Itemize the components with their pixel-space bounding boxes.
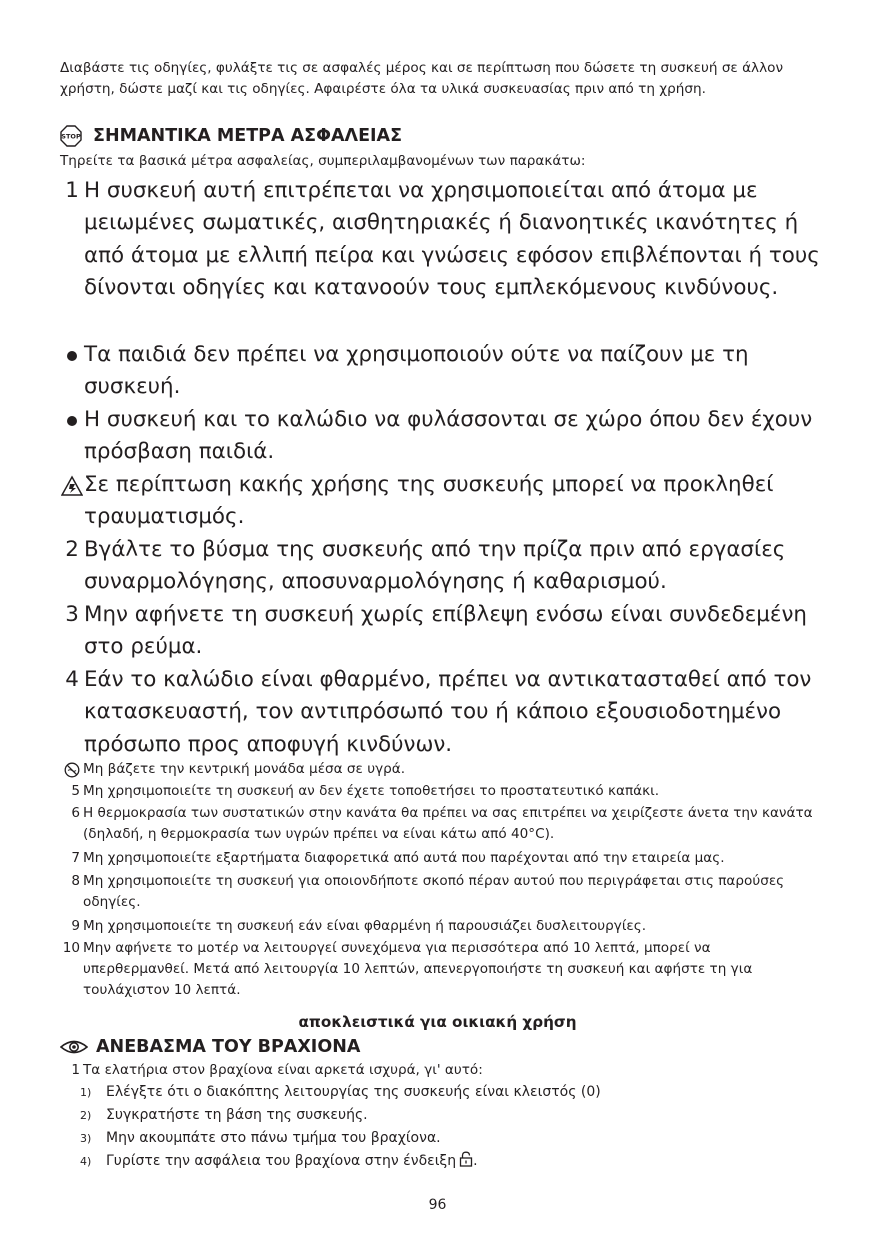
raise-arm-step bbox=[80, 1128, 820, 1150]
safety-item-9 bbox=[60, 916, 820, 937]
raise-arm-item-1 bbox=[60, 1060, 820, 1081]
safety-subtitle: Τηρείτε τα βασικά μέτρα ασφαλείας, συμπεριλαμβανομένων των παρακάτω: bbox=[60, 153, 586, 169]
step-text: Ελέγξτε ότι ο διακόπτης λειτουργίας της συσκευής είναι κλειστός (0) bbox=[106, 1084, 601, 1100]
item-text: Σε περίπτωση κακής χρήσης της συσκευής μπορεί να προκληθεί τραυματισμός. bbox=[84, 472, 774, 530]
safety-item-2 bbox=[60, 534, 820, 599]
item-number: 6 bbox=[71, 805, 80, 821]
unlock-icon bbox=[459, 1151, 473, 1167]
item-text: Μη χρησιμοποιείτε τη συσκευή για οποιονδήποτε σκοπό πέραν αυτού που περιγράφεται στις παρούσες οδηγίες. bbox=[83, 873, 785, 911]
step-text bbox=[106, 1151, 820, 1173]
item-number: 4 bbox=[65, 667, 79, 692]
item-number: 2 bbox=[65, 537, 79, 562]
intro-paragraph: Διαβάστε τις οδηγίες, φυλάξτε τις σε ασφαλές μέρος και σε περίπτωση που δώσετε τη συσκευή σε άλλον χρήστη, δώστε μαζί και τις οδηγίες. Αφαιρέστε όλα τα υλικά συσκευασίας πριν από τη χρήση. bbox=[60, 60, 784, 97]
no-immerse-item bbox=[60, 759, 820, 780]
item-number: 9 bbox=[71, 918, 80, 934]
item-text: Η συσκευή και το καλώδιο να φυλάσσονται σε χώρο όπου δεν έχουν πρόσβαση παιδιά. bbox=[84, 407, 813, 465]
safety-item-5 bbox=[60, 781, 820, 802]
item-number: 8 bbox=[71, 873, 80, 889]
safety-item-4 bbox=[60, 664, 820, 761]
safety-warning-item bbox=[60, 469, 820, 534]
item-number: 7 bbox=[71, 850, 80, 866]
safety-bullet-children bbox=[60, 339, 820, 404]
step-text: Μην ακουμπάτε στο πάνω τμήμα του βραχίονα. bbox=[106, 1130, 441, 1146]
item-text: Μην αφήνετε τη συσκευή χωρίς επίβλεψη ενόσω είναι συνδεδεμένη στο ρεύμα. bbox=[84, 602, 807, 660]
stop-icon bbox=[60, 125, 82, 147]
item-text: Μη χρησιμοποιείτε εξαρτήματα διαφορετικά από αυτά που παρέχονται από την εταιρεία μας. bbox=[83, 850, 725, 866]
item-text: Μη χρησιμοποιείτε τη συσκευή εάν είναι φθαρμένη ή παρουσιάζει δυσλειτουργίες. bbox=[83, 918, 647, 934]
safety-item-7 bbox=[60, 848, 820, 869]
step-text-body: Γυρίστε την ασφάλεια του βραχίονα στην ένδειξη bbox=[106, 1153, 457, 1169]
safety-item-1 bbox=[60, 175, 820, 305]
safety-title: ΣΗΜΑΝΤΙΚΑ ΜΕΤΡΑ ΑΣΦΑΛΕΙΑΣ bbox=[93, 126, 403, 146]
item-text: Η συσκευή αυτή επιτρέπεται να χρησιμοποιείται από άτομα με μειωμένες σωματικές, αισθητηριακές ή διανοητικές ικανότητες ή από άτομα με ελλιπή πείρα και γνώσεις εφόσον επιβλέπονται ή τους δίνονται οδηγίες και κατανοούν τους εμπλεκόμενους κινδύνους. bbox=[84, 178, 820, 301]
safety-bullet-storage bbox=[60, 404, 820, 469]
item-number: 5 bbox=[71, 783, 80, 799]
item-text: Τα παιδιά δεν πρέπει να χρησιμοποιούν ούτε να παίζουν με τη συσκευή. bbox=[84, 342, 749, 400]
safety-item-10 bbox=[60, 938, 820, 1002]
item-number: 3 bbox=[65, 602, 79, 627]
household-use-note: αποκλειστικά για οικιακή χρήση bbox=[298, 1013, 577, 1031]
safety-item-6 bbox=[60, 803, 820, 845]
eye-icon bbox=[60, 1039, 88, 1055]
step-text-end: . bbox=[473, 1153, 478, 1169]
safety-item-8 bbox=[60, 871, 820, 913]
item-text: Μη βάζετε την κεντρική μονάδα μέσα σε υγρά. bbox=[83, 761, 406, 777]
bullet-icon bbox=[60, 339, 84, 371]
step-number: 2) bbox=[80, 1109, 92, 1122]
item-number: 1 bbox=[65, 178, 79, 203]
item-text: Μην αφήνετε το μοτέρ να λειτουργεί συνεχόμενα για περισσότερα από 10 λεπτά, μπορεί να υπερθερμανθεί. Μετά από λειτουργία 10 λεπτών, απενεργοποιήστε τη συσκευή και αφήστε τη για τουλάχιστον 10 λεπτά. bbox=[83, 940, 753, 999]
raise-arm-step bbox=[80, 1151, 820, 1173]
step-number: 4) bbox=[80, 1155, 92, 1168]
safety-heading bbox=[60, 124, 402, 148]
step-text: Συγκρατήστε τη βάση της συσκευής. bbox=[106, 1107, 368, 1123]
safety-item-3 bbox=[60, 599, 820, 664]
item-text: Μη χρησιμοποιείτε τη συσκευή αν δεν έχετε τοποθετήσει το προστατευτικό καπάκι. bbox=[83, 783, 660, 799]
raise-arm-step bbox=[80, 1105, 820, 1127]
raise-arm-title: ΑΝΕΒΑΣΜΑ ΤΟΥ ΒΡΑΧΙΟΝΑ bbox=[96, 1037, 361, 1057]
page-number: 96 bbox=[428, 1197, 447, 1213]
step-number: 1) bbox=[80, 1086, 92, 1099]
item-text: Βγάλτε το βύσμα της συσκευής από την πρίζα πριν από εργασίες συναρμολόγησης, αποσυναρμολόγησης ή καθαρισμού. bbox=[84, 537, 786, 595]
item-number: 10 bbox=[62, 940, 80, 956]
bullet-icon bbox=[60, 404, 84, 436]
item-text: Η θερμοκρασία των συστατικών στην κανάτα θα πρέπει να σας επιτρέπει να χειρίζεστε άνετα την κανάτα (δηλαδή, η θερμοκρασία των υγρών πρέπει να είναι κάτω από 40°C). bbox=[83, 805, 813, 843]
step-number: 3) bbox=[80, 1132, 92, 1145]
svg-text:STOP: STOP bbox=[61, 132, 81, 141]
raise-arm-step bbox=[80, 1082, 820, 1104]
item-number: 1 bbox=[71, 1062, 80, 1078]
warning-icon bbox=[60, 469, 84, 507]
item-text: Εάν το καλώδιο είναι φθαρμένο, πρέπει να αντικατασταθεί από τον κατασκευαστή, τον αντιπρόσωπό του ή κάποιο εξουσιοδοτημένο πρόσωπο προς αποφυγή κινδύνων. bbox=[84, 667, 812, 757]
item-text: Τα ελατήρια στον βραχίονα είναι αρκετά ισχυρά, γι' αυτό: bbox=[83, 1062, 483, 1078]
raise-arm-heading bbox=[60, 1034, 360, 1060]
